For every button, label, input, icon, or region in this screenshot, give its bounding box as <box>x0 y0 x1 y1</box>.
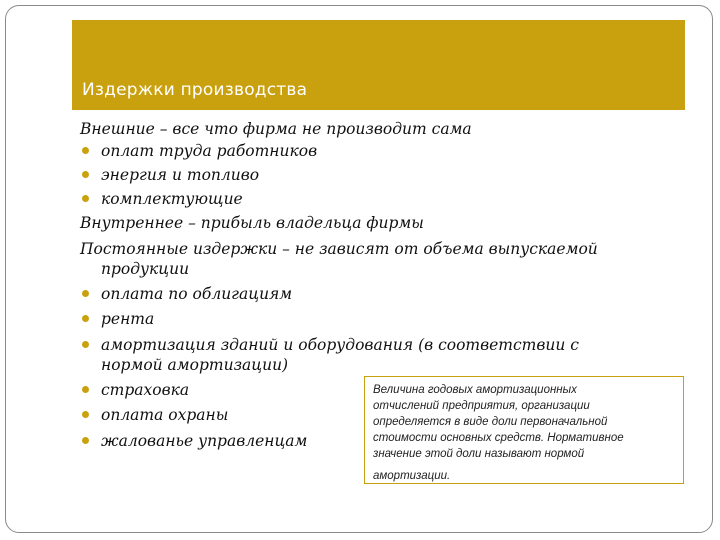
bullet-dot-icon <box>82 315 89 322</box>
fixed-costs-definition: Постоянные издержки – не зависят от объема выпускаемой <box>80 240 598 258</box>
bullet-item-labor: оплат труда работников <box>101 142 318 160</box>
bullet-dot-icon <box>82 386 89 393</box>
internal-costs-definition: Внутреннее – прибыль владельца фирмы <box>80 214 424 232</box>
bullet-dot-icon <box>82 437 89 444</box>
fixed-costs-definition-cont: продукции <box>101 260 190 278</box>
bullet-dot-icon <box>82 147 89 154</box>
title-bar <box>72 20 685 110</box>
bullet-item-depreciation-cont: нормой амортизации) <box>101 356 289 374</box>
note-line: амортизации. <box>373 470 451 482</box>
depreciation-note-text <box>373 382 673 484</box>
bullet-item-bonds: оплата по облигациям <box>101 285 293 303</box>
bullet-dot-icon <box>82 411 89 418</box>
bullet-item-energy: энергия и топливо <box>101 166 260 184</box>
bullet-item-depreciation: амортизация зданий и оборудования (в соответствии с <box>101 336 579 354</box>
external-costs-definition: Внешние – все что фирма не производит сама <box>80 120 472 138</box>
depreciation-note-box <box>364 376 684 484</box>
bullet-dot-icon <box>82 195 89 202</box>
note-line: стоимости основных средств. Нормативное <box>373 432 624 444</box>
bullet-item-rent: рента <box>101 310 155 328</box>
note-line: Величина годовых амортизационных <box>373 384 577 396</box>
note-line: определяется в виде доли первоначальной <box>373 416 608 428</box>
bullet-item-security: оплата охраны <box>101 406 229 424</box>
bullet-dot-icon <box>82 341 89 348</box>
slide-title: Издержки производства <box>82 80 308 100</box>
bullet-dot-icon <box>82 171 89 178</box>
note-line: значение этой доли называют нормой <box>373 448 585 460</box>
bullet-item-components: комплектующие <box>101 190 243 208</box>
bullet-item-insurance: страховка <box>101 381 190 399</box>
bullet-item-management-salary: жалованье управленцам <box>101 432 308 450</box>
bullet-dot-icon <box>82 290 89 297</box>
note-line: отчислений предприятия, организации <box>373 400 590 412</box>
